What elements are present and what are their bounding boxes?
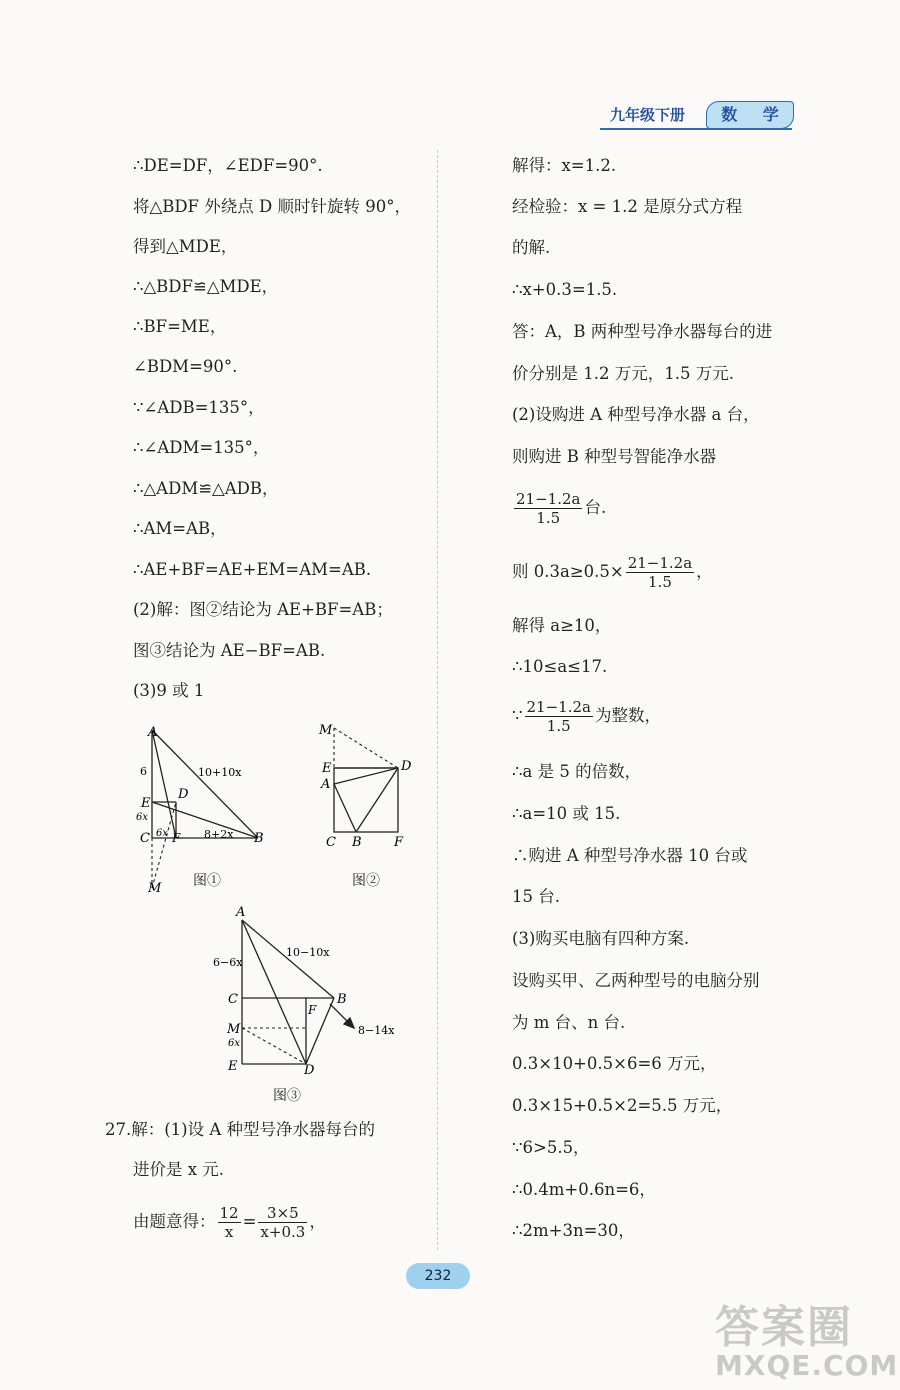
subject-badge: 数 学 bbox=[706, 101, 794, 129]
left-line-11: ∴AE+BF=AE+EM=AM=AB. bbox=[133, 560, 372, 579]
r10-prefix: 则 0.3a≥0.5× bbox=[512, 562, 624, 581]
right-line-14: ∴a 是 5 的倍数， bbox=[512, 762, 642, 781]
fig2-label-B: B bbox=[352, 835, 362, 850]
q27-line-2: 进价是 x 元. bbox=[133, 1160, 225, 1179]
right-line-1: 解得：x=1.2. bbox=[512, 156, 617, 175]
right-line-25: ∴2m+3n=30， bbox=[512, 1221, 635, 1240]
r13-frac-num: 21−1.2a bbox=[526, 698, 591, 716]
fig1-label-B: B bbox=[254, 831, 264, 846]
left-line-8: ∴∠ADM=135°， bbox=[133, 438, 270, 457]
q27-equation bbox=[133, 1200, 326, 1244]
fig2-label-F: F bbox=[394, 835, 404, 850]
fig1-label-A: A bbox=[148, 725, 158, 740]
left-line-6: ∠BDM=90°. bbox=[133, 357, 238, 376]
fig3-label-F: F bbox=[308, 1003, 317, 1017]
right-line-23: ∵6>5.5， bbox=[512, 1138, 590, 1157]
fig3-label-M: M bbox=[227, 1022, 241, 1037]
right-line-21: 0.3×10+0.5×6=6 万元， bbox=[512, 1054, 717, 1073]
r9-frac bbox=[514, 490, 582, 527]
fig3-label-E: E bbox=[228, 1059, 238, 1074]
r9-frac-den: 1.5 bbox=[536, 509, 561, 527]
left-line-3: 得到△MDE， bbox=[133, 237, 238, 256]
q27-frac-1 bbox=[218, 1204, 241, 1241]
column-divider bbox=[437, 150, 438, 1250]
right-line-10 bbox=[512, 554, 713, 591]
fig1-label-M: M bbox=[148, 881, 162, 896]
q27-eq-suffix: ， bbox=[309, 1212, 326, 1231]
right-line-19: 设购买甲、乙两种型号的电脑分别 bbox=[512, 971, 760, 990]
r9-frac-num: 21−1.2a bbox=[516, 490, 581, 508]
q27-frac-2-num: 3×5 bbox=[258, 1204, 307, 1223]
right-line-6: 价分别是 1.2 万元，1.5 万元. bbox=[512, 364, 734, 383]
r10-frac-num: 21−1.2a bbox=[627, 554, 693, 572]
q27-frac-2-den: x+0.3 bbox=[260, 1223, 306, 1241]
figure-2 bbox=[314, 718, 424, 858]
right-line-8: 则购进 B 种型号智能净水器 bbox=[512, 447, 717, 466]
q27-line-1: 27.解：(1)设 A 种型号净水器每台的 bbox=[105, 1120, 376, 1139]
r10-suffix: ， bbox=[696, 562, 713, 581]
fig1-side-6x: 6x bbox=[136, 812, 149, 823]
fig3-label-C: C bbox=[228, 992, 238, 1007]
left-line-1: ∴DE=DF，∠EDF=90°. bbox=[133, 156, 323, 175]
right-line-2: 经检验：x = 1.2 是原分式方程 bbox=[512, 197, 743, 216]
fig3-side-6-6x: 6−6x bbox=[213, 956, 243, 969]
fig3-arrow-label: 8−14x bbox=[358, 1024, 395, 1037]
left-line-5: ∴BF=ME， bbox=[133, 317, 227, 336]
header-rule bbox=[600, 128, 792, 130]
right-line-15: ∴a=10 或 15. bbox=[512, 804, 621, 823]
q27-frac-1-num: 12 bbox=[219, 1204, 239, 1222]
fig1-side-6x-2: 6x bbox=[156, 828, 169, 839]
r13-suffix: 为整数， bbox=[594, 706, 661, 725]
right-line-20: 为 m 台、n 台. bbox=[512, 1013, 626, 1032]
left-line-14: (3)9 或 1 bbox=[133, 681, 205, 700]
right-line-7: (2)设购进 A 种型号净水器 a 台， bbox=[512, 405, 760, 424]
fig3-caption: 图③ bbox=[273, 1088, 301, 1104]
figure-3 bbox=[213, 900, 402, 1080]
fig1-hyp: 10+10x bbox=[198, 766, 242, 779]
watermark-top: 答案圈 bbox=[715, 1302, 853, 1353]
fig1-label-C: C bbox=[140, 831, 150, 846]
left-line-13: 图③结论为 AE−BF=AB. bbox=[133, 641, 326, 660]
right-line-16: ∴购进 A 种型号净水器 10 台或 bbox=[512, 846, 748, 865]
fig2-label-D: D bbox=[401, 759, 412, 774]
left-line-2: 将△BDF 外绕点 D 顺时针旋转 90°， bbox=[133, 197, 411, 216]
fig1-label-F: F bbox=[172, 831, 181, 845]
fig3-side-6x: 6x bbox=[228, 1038, 241, 1049]
r13-frac bbox=[525, 698, 593, 735]
right-line-12: ∴10≤a≤17. bbox=[512, 657, 608, 676]
fig1-label-E: E bbox=[141, 796, 151, 811]
fig1-caption: 图① bbox=[193, 873, 221, 889]
fig3-label-D: D bbox=[304, 1063, 315, 1078]
r9-suffix: 台. bbox=[584, 498, 607, 517]
fig3-label-A: A bbox=[236, 905, 246, 920]
right-line-5: 答：A，B 两种型号净水器每台的进 bbox=[512, 322, 773, 341]
right-line-9 bbox=[512, 490, 606, 527]
fig1-label-D: D bbox=[178, 787, 189, 802]
fig2-label-C: C bbox=[326, 835, 336, 850]
q27-frac-2 bbox=[258, 1204, 307, 1241]
fig2-label-M: M bbox=[319, 723, 333, 738]
q27-eq-sign: = bbox=[242, 1212, 257, 1231]
fig2-label-E: E bbox=[322, 761, 332, 776]
left-line-12: (2)解：图②结论为 AE+BF=AB； bbox=[133, 600, 393, 619]
fig1-base: 8+2x bbox=[204, 828, 234, 841]
q27-frac-1-den: x bbox=[224, 1223, 234, 1241]
left-line-9: ∴△ADM≌△ADB， bbox=[133, 479, 279, 498]
grade-label: 九年级下册 bbox=[610, 106, 686, 124]
right-line-13 bbox=[512, 698, 661, 735]
r10-frac-den: 1.5 bbox=[648, 573, 672, 591]
q27-eq-prefix: 由题意得： bbox=[133, 1212, 216, 1231]
page-number: 232 bbox=[406, 1263, 470, 1289]
left-line-7: ∵∠ADB=135°， bbox=[133, 398, 265, 417]
right-line-3: 的解. bbox=[512, 238, 551, 257]
fig2-caption: 图② bbox=[352, 873, 380, 889]
fig3-hyp: 10−10x bbox=[286, 946, 330, 959]
watermark-logo bbox=[715, 1302, 899, 1385]
left-line-10: ∴AM=AB， bbox=[133, 519, 227, 538]
left-line-4: ∴△BDF≌△MDE， bbox=[133, 277, 279, 296]
right-line-22: 0.3×15+0.5×2=5.5 万元， bbox=[512, 1096, 733, 1115]
fig2-label-A: A bbox=[321, 777, 331, 792]
right-line-18: (3)购买电脑有四种方案. bbox=[512, 929, 690, 948]
right-line-17: 15 台. bbox=[512, 887, 560, 906]
fig1-side-6: 6 bbox=[140, 765, 147, 778]
right-line-11: 解得 a≥10， bbox=[512, 616, 612, 635]
r10-frac bbox=[626, 554, 694, 591]
right-line-24: ∴0.4m+0.6n=6， bbox=[512, 1180, 656, 1199]
r13-frac-den: 1.5 bbox=[546, 717, 571, 735]
right-line-4: ∴x+0.3=1.5. bbox=[512, 280, 618, 299]
r13-prefix: ∵ bbox=[512, 706, 523, 725]
fig3-label-B: B bbox=[337, 992, 347, 1007]
watermark-bottom: MXQE.COM bbox=[715, 1349, 899, 1382]
